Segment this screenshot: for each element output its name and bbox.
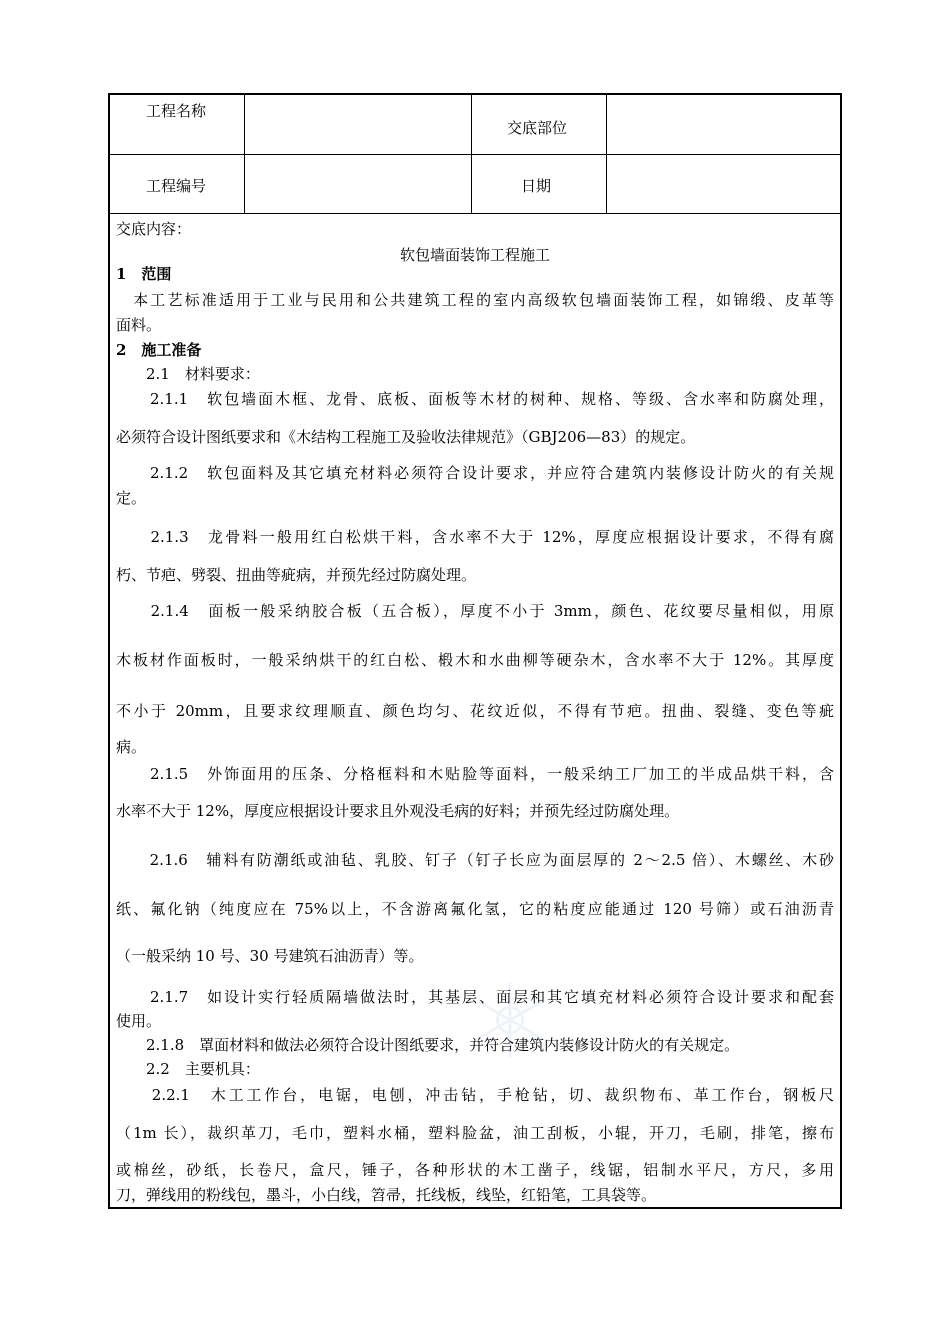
project-no-label: 工程编号: [146, 177, 207, 195]
date-label: 日期: [521, 177, 552, 195]
document-title: 软包墙面装饰工程施工: [399, 246, 550, 264]
snowflake-watermark-icon: [465, 975, 555, 1065]
paragraph-line: 2.1.1 软包墙面木框、龙骨、底板、面板等木材的树种、规格、等级、含水率和防腐处理，: [116, 390, 834, 408]
paragraph-line: 2.1.6 辅料有防潮纸或油毡、乳胶、钉子（钉子长应为面层厚的 2～2.5 倍）、木螺丝、木砂: [116, 851, 834, 869]
paragraph-line: （一般采纳 10 号、30 号建筑石油沥青）等。: [116, 947, 424, 965]
paragraph-line: 2.1 材料要求：: [116, 365, 260, 383]
col-divider-1: [244, 95, 245, 213]
paragraph-line: 使用。: [116, 1012, 162, 1030]
paragraph-line: 2.1.7 如设计实行轻质隔墙做法时，其基层、面层和其它填充材料必须符合设计要求和配套: [116, 988, 834, 1006]
paragraph-line: 木板材作面板时，一般采纳烘干的红白松、椴木和水曲柳等硬杂木，含水率不大于 12%。其厚度: [116, 651, 834, 669]
paragraph-line: 朽、节疤、劈裂、扭曲等疵病，并预先经过防腐处理。: [116, 566, 477, 584]
row-divider-2: [110, 213, 840, 214]
paragraph-line: 面料。: [116, 316, 162, 334]
part-label: 交底部位: [507, 119, 568, 137]
paragraph-line: 水率不大于 12%，厚度应根据设计要求且外观没毛病的好料；并预先经过防腐处理。: [116, 802, 680, 820]
row-divider-1: [110, 154, 840, 155]
paragraph-line: 或棉丝，砂纸，长卷尺，盒尺，锤子，各种形状的木工凿子，线锯，铝制水平尺，方尺，多用: [116, 1161, 834, 1179]
section-2-heading: 2 施工准备: [116, 341, 202, 359]
paragraph-line: 2.2.1 木工工作台，电锯，电刨，冲击钻，手枪钻，切、裁织物布、革工作台，钢板尺: [116, 1086, 834, 1104]
project-name-label: 工程名称: [146, 102, 207, 120]
paragraph-line: 纸、氟化钠（纯度应在 75%以上，不含游离氟化氢，它的粘度应能通过 120 号筛）或石油沥青: [116, 900, 834, 918]
paragraph-line: 必须符合设计图纸要求和《木结构工程施工及验收法律规范》（GBJ206—83）的规定。: [116, 428, 696, 446]
col-divider-3: [606, 95, 607, 213]
paragraph-line: 不小于 20mm，且要求纹理顺直、颜色均匀、花纹近似，不得有节疤。扭曲、裂缝、变色等疵: [116, 702, 834, 720]
section-1-heading: 1 范围: [116, 265, 172, 283]
paragraph-line: 2.1.3 龙骨料一般用红白松烘干料，含水率不大于 12%，厚度应根据设计要求，不得有腐: [116, 528, 834, 546]
intro-label: 交底内容：: [116, 220, 192, 238]
paragraph-line: 定。: [116, 489, 147, 507]
paragraph-line: 2.1.2 软包面料及其它填充材料必须符合设计要求，并应符合建筑内装修设计防火的有关规: [116, 464, 834, 482]
paragraph-line: 2.1.5 外饰面用的压条、分格框料和木贴脸等面料，一般采纳工厂加工的半成品烘干料，含: [116, 765, 834, 783]
paragraph-line: 2.2 主要机具：: [116, 1060, 260, 1078]
col-divider-2: [471, 95, 472, 213]
paragraph-line: 2.1.8 罩面材料和做法必须符合设计图纸要求，并符合建筑内装修设计防火的有关规定。: [116, 1036, 740, 1054]
paragraph-line: （1m 长），裁织革刀，毛巾，塑料水桶，塑料脸盆，油工刮板，小辊，开刀，毛刷，排笔，擦布: [116, 1124, 834, 1142]
paragraph-line: 病。: [116, 738, 147, 756]
paragraph-line: 本工艺标准适用于工业与民用和公共建筑工程的室内高级软包墙面装饰工程，如锦缎、皮革等: [116, 291, 834, 309]
paragraph-line: 刀，弹线用的粉线包，墨斗，小白线，笤帚，托线板，线坠，红铅笔，工具袋等。: [116, 1186, 657, 1204]
paragraph-line: 2.1.4 面板一般采纳胶合板（五合板），厚度不小于 3mm，颜色、花纹要尽量相似，用原: [116, 602, 834, 620]
